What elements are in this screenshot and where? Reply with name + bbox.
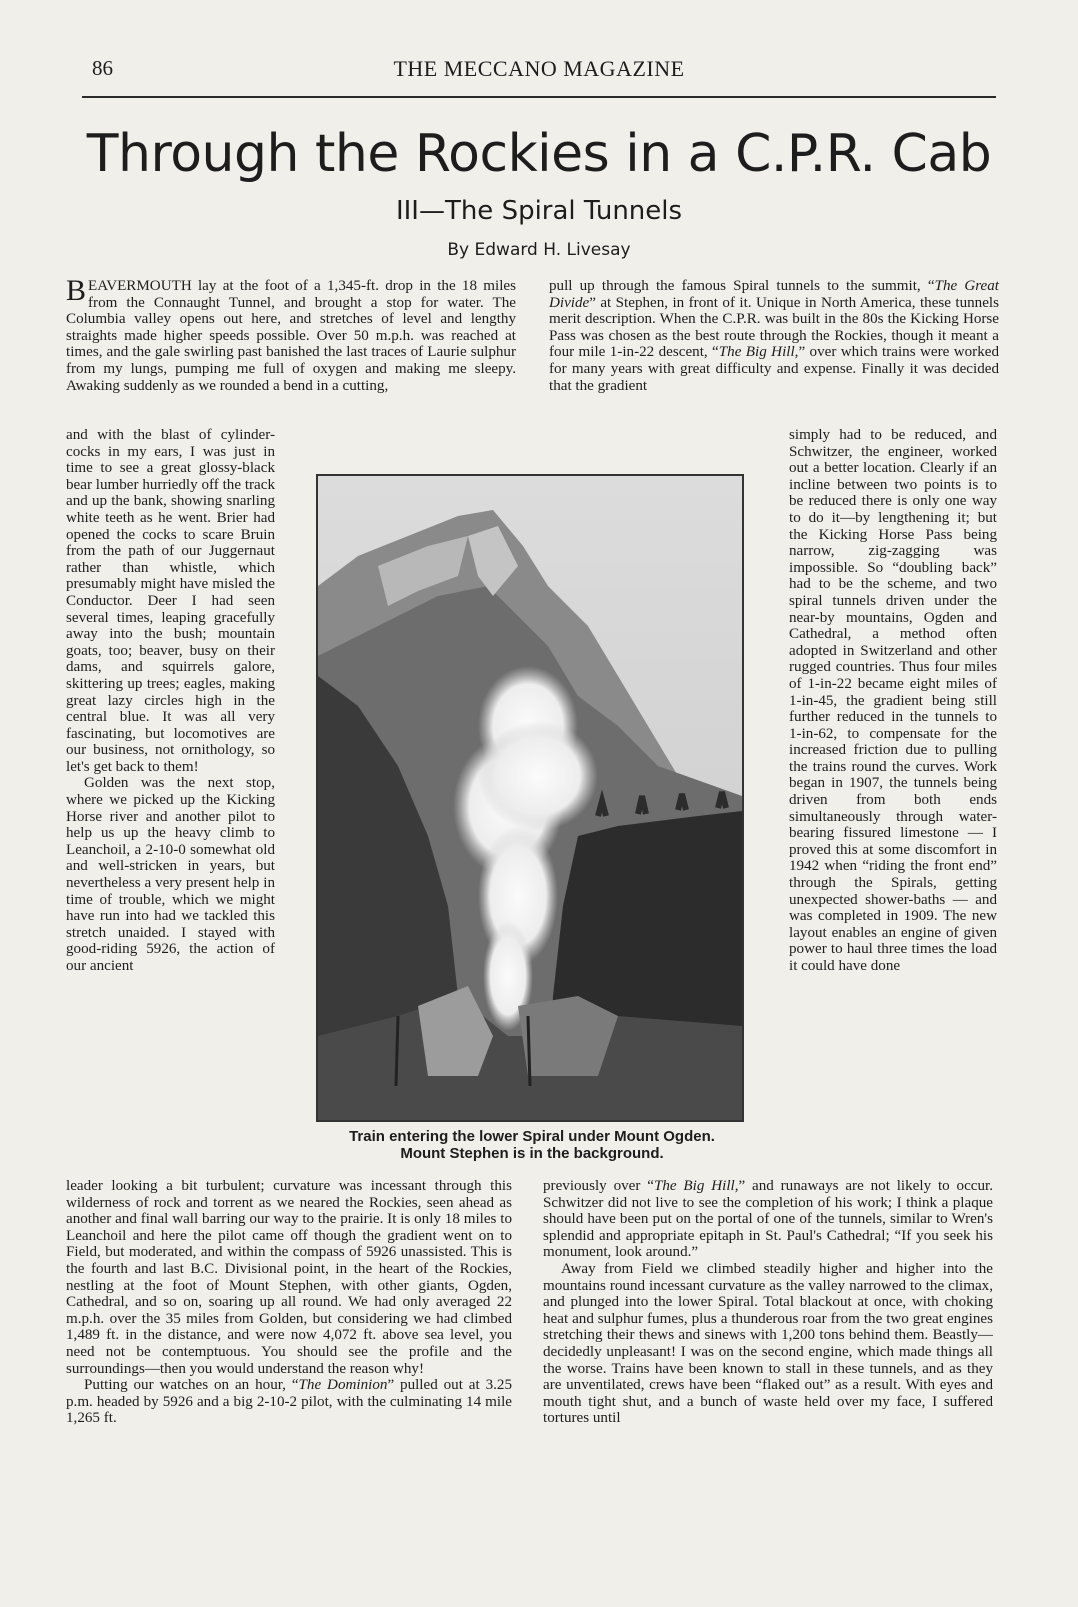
column2-top-text xyxy=(549,278,999,394)
column2-wrap-text xyxy=(789,427,997,975)
article-title: Through the Rockies in a C.P.R. Cab xyxy=(86,124,992,184)
caption-line: Mount Stephen is in the background. xyxy=(400,1145,664,1162)
train-photo xyxy=(316,474,744,1122)
column1-bottom-text xyxy=(66,1178,512,1427)
drop-cap: B xyxy=(66,274,87,307)
paragraph: leader looking a bit turbulent; curvature was incessant through this wilderness of rock and torrent as we neared the Rockies, seen ahead as another and final wall barring our way to the prairie. It is only 18 miles to Leanchoil and here the pilot came off though the gradient went on to Field, but moderated, and within the compass of 5926 unassisted. This is the fourth and last B.C. Divisional point, in the heart of the Rockies, nestling at the foot of Mount Stephen, with other giants, Ogden, Cathedral, and so on, soaring up all round. We had only averaged 22 m.p.h. over the 35 miles from Golden, but considering we had climbed 1,489 ft. in the distance, and were now 4,072 ft. above sea level, you need not be contemptuous. You should see the profile and the surroundings—then you would understand the reason why! xyxy=(66,1178,512,1377)
byline: By Edward H. Livesay xyxy=(447,240,631,260)
paragraph: Golden was the next stop, where we picked up the Kicking Horse river and another pilot to help us up the heavy climb to Leanchoil, a 2-10-0 somewhat old and well-stricken in years, but nevertheless a very present help in time of trouble, which we might have run into had we tackled this stretch unaided. I stayed with good-riding 5926, the action of our ancient xyxy=(66,775,275,974)
paragraph: and with the blast of cylinder-cocks in my ears, I was just in time to see a great glossy-black bear lumber hurriedly off the track and up the bank, showing snarling white teeth as he went. Brier had opened the cocks to scare Bruin from the path of our Juggernaut rather than whistle, which presumably might have misled the Conductor. Deer I had seen several times, leaping gracefully away into the bush; mountain goats, too; beaver, busy on their dams, and squirrels galore, skittering up trees; eagles, making great lazy circles high in the central blue. It was all very fascinating, but locomotives are our business, not ornithology, so let's get back to them! xyxy=(66,427,275,775)
article-subtitle: III—The Spiral Tunnels xyxy=(395,196,683,226)
column1-wrap-text xyxy=(66,427,275,975)
column2-bottom-text xyxy=(543,1178,993,1427)
page-number: 86 xyxy=(92,56,113,80)
opening-paragraph: EAVERMOUTH lay at the foot of a 1,345-ft. drop in the 18 miles from the Connaught Tunnel, and brought a stop for water. The Columbia valley opens out here, and stretches of level and lengthy straights made higher speeds possible. Over 50 m.p.h. was reached at times, and the gale swirling past banished the last traces of Laurie sulphur from my lungs, pumping me full of oxygen and making me sleepy. Awaking suddenly as we rounded a bend in a cutting, xyxy=(66,278,516,394)
header-rule xyxy=(82,96,996,98)
paragraph: previously over “The Big Hill,” and runaways are not likely to occur. Schwitzer did not live to see the completion of his work; I think a plaque should have been put on the portal of one of the tunnels, similar to Wren's splendid and appropriate epitaph in St. Paul's Cathedral; “If you seek his monument, look around.” xyxy=(543,1178,993,1261)
paragraph: Putting our watches on an hour, “The Dominion” pulled out at 3.25 p.m. headed by 5926 and a big 2-10-2 pilot, with the culminating 14 mile 1,265 ft. xyxy=(66,1377,512,1427)
column1-top-text xyxy=(66,274,516,394)
paragraph: Away from Field we climbed steadily higher and higher into the mountains round incessant curvature as the valley narrowed to the climax, and plunged into the lower Spiral. Total blackout at once, with choking heat and sulphur fumes, plus a thunderous roar from the two great engines stretching their thews and sinews with 1,200 tons behind them. Beastly—decidedly unpleasant! I was on the second engine, which made things all the worse. Trains have been known to stall in these tunnels, and as they are unventilated, crews have been “flaked out” as a result. With eyes and mouth tight shut, and a bunch of waste held over my face, I suffered tortures until xyxy=(543,1260,993,1427)
mountain-photo-illustration xyxy=(318,476,742,1120)
paragraph: pull up through the famous Spiral tunnels to the summit, “The Great Divide” at Stephen, in front of it. Unique in North America, these tunnels merit description. When the C.P.R. was built in the 80s the Kicking Horse Pass was chosen as the best route through the Rockies, though it meant a four mile 1-in-22 descent, “The Big Hill,” over which trains were worked for many years with great difficulty and expense. Finally it was decided that the gradient xyxy=(549,278,999,394)
running-head: THE MECCANO MAGAZINE xyxy=(393,56,685,81)
caption-line: Train entering the lower Spiral under Mount Ogden. xyxy=(349,1128,715,1145)
paragraph: simply had to be reduced, and Schwitzer, the engineer, worked out a better location. Clearly if an incline between two points is to be reduced there is only one way to do it—by lengthening it; but the Kicking Horse Pass being narrow, zig-zagging was impossible. So “doubling back” had to be the scheme, and two spiral tunnels driven under the near-by mountains, Ogden and Cathedral, a method often adopted in Switzerland and other rugged countries. Thus four miles of 1-in-22 became eight miles of 1-in-45, the gradient being still further reduced in the tunnels to 1-in-62, to compensate for the increased friction due to pulling the trains round the curves. Work began in 1907, the tunnels being driven from both ends simultaneously through water-bearing fissured limestone — I proved this at some discomfort in 1942 when “riding the front end” through the Spirals, getting unexpected shower-baths — and was completed in 1909. The new layout enables an engine of given power to haul three times the load it could have done xyxy=(789,427,997,974)
photo-caption xyxy=(306,1128,758,1162)
